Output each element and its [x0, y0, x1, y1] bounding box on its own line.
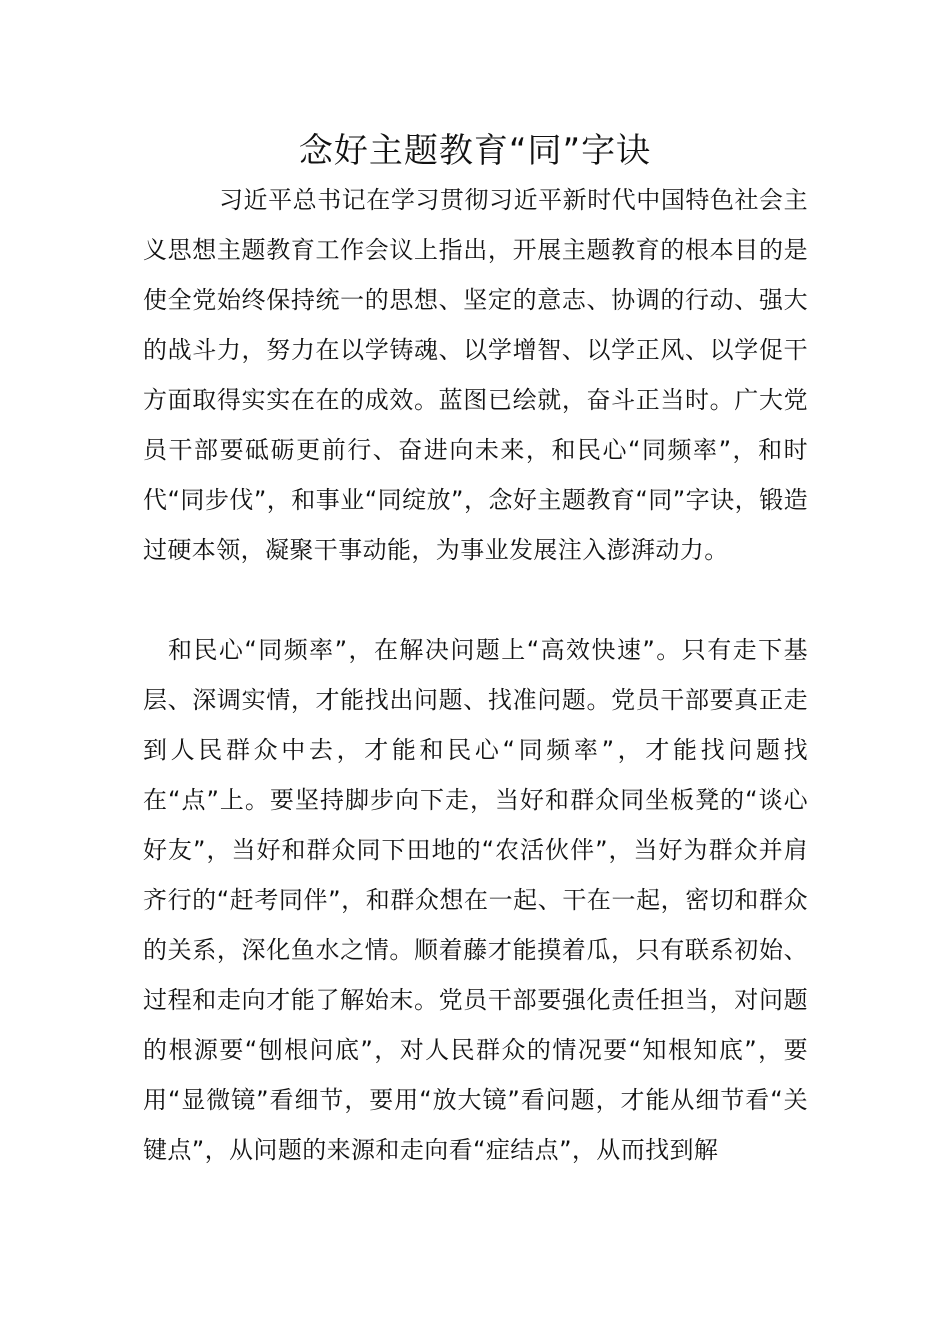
document-title: 念好主题教育“同”字诀	[298, 131, 652, 171]
paragraph-people-frequency: 和民心“同频率”，在解决问题上“高效快速”。只有走下基层、深调实情，才能找出问题、找准问题。党员干部要真正走到人民群众中去，才能和民心“同频率”，才能找问题找在“点”上。要坚持脚步向下走，当好和群众同坐板凳的“谈心好友”，当好和群众同下田地的“农活伙伴”，当好为群众并肩齐行的“赶考同伴”，和群众想在一起、干在一起，密切和群众的关系，深化鱼水之情。顺着藤才能摸着瓜，只有联系初始、过程和走向才能了解始末。党员干部要强化责任担当，对问题的根源要“刨根问底”，对人民群众的情况要“知根知底”，要用“显微镜”看细节，要用“放大镜”看问题，才能从细节看“关键点”，从问题的来源和走向看“症结点”，从而找到解	[143, 636, 808, 1164]
paragraph-intro: 习近平总书记在学习贯彻习近平新时代中国特色社会主义思想主题教育工作会议上指出，开展主题教育的根本目的是使全党始终保持统一的思想、坚定的意志、协调的行动、强大的战斗力，努力在以学铸魂、以学增智、以学正风、以学促干方面取得实实在在的成效。蓝图已绘就，奋斗正当时。广大党员干部要砥砺更前行、奋进向未来，和民心“同频率”，和时代“同步伐”，和事业“同绽放”，念好主题教育“同”字诀，锻造过硬本领，凝聚干事动能，为事业发展注入澎湃动力。	[143, 186, 808, 564]
